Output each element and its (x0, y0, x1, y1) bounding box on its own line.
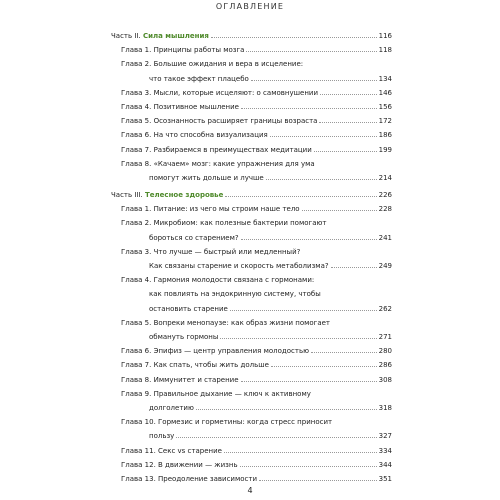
dot-leader (311, 352, 377, 353)
chapter-title-line: Глава 1. Принципы работы мозга (121, 46, 245, 55)
part-heading (111, 188, 392, 200)
chapter-entry-label (149, 432, 174, 441)
chapter-entry (149, 330, 392, 342)
chapter-entry (121, 157, 392, 169)
part-label: Часть III. (111, 191, 143, 199)
chapter-entry-label (149, 75, 249, 84)
dot-leader (246, 51, 376, 52)
page-number-ref: 118 (378, 46, 392, 55)
page-number-ref: 249 (378, 262, 392, 270)
chapter-title-line: Глава 7. Как спать, чтобы жить дольше (121, 361, 269, 370)
chapter-entry (149, 302, 392, 314)
chapter-entry (149, 401, 392, 413)
chapter-entry (121, 43, 392, 55)
dot-leader (211, 37, 377, 38)
part-label: Часть II. (111, 32, 141, 40)
chapter-entry-label (149, 174, 264, 183)
chapter-title-line: обмануть гормоны (149, 333, 219, 341)
chapter-entry (121, 458, 392, 470)
chapter-entry (121, 86, 392, 98)
dot-leader (271, 366, 377, 367)
chapter-entry (121, 387, 392, 399)
dot-leader (302, 210, 377, 211)
chapter-title-line: долголетию (149, 404, 194, 412)
chapter-entry-label (149, 290, 321, 299)
chapter-entry (149, 287, 392, 299)
page-number-ref: 134 (378, 74, 392, 83)
dot-leader (176, 437, 376, 438)
chapter-title-line: Глава 8. Иммунитет и старение (121, 375, 239, 384)
chapter-entry-label (121, 276, 314, 285)
page-number-ref: 172 (378, 117, 392, 126)
page-number-ref: 146 (378, 88, 392, 97)
chapter-entry-label (121, 46, 244, 55)
page-number-ref: 116 (378, 32, 392, 40)
dot-leader (230, 310, 377, 311)
chapter-entry (121, 143, 392, 155)
chapter-entry-label (121, 131, 268, 140)
chapter-entry-label (121, 475, 257, 484)
chapter-entry-label (121, 89, 318, 98)
dot-leader (251, 80, 377, 81)
page-number-ref: 241 (378, 233, 392, 242)
chapter-title-line: Глава 1. Питание: из чего мы строим наше тело (121, 205, 300, 214)
chapter-entry-label (121, 361, 269, 370)
page-number-ref: 226 (378, 191, 392, 199)
chapter-entry-label (149, 305, 228, 314)
chapter-entry (121, 273, 392, 285)
chapter-entry (149, 259, 392, 271)
chapter-entry (121, 358, 392, 370)
chapter-entry (121, 100, 392, 112)
chapter-title-line: Глава 5. Вопреки менопаузе: как образ жизни помогает (121, 318, 331, 327)
dot-leader (259, 480, 377, 481)
chapter-entry (149, 231, 392, 243)
chapter-title-line: Глава 2. Большие ожидания и вера в исцеление: (121, 60, 304, 69)
chapter-entry-label (149, 262, 329, 271)
page-number-ref: 334 (378, 446, 392, 455)
chapter-entry-label (121, 219, 326, 228)
chapter-title-line: Глава 9. Правильное дыхание — ключ к активному (121, 389, 311, 398)
chapter-title-line: Глава 5. Осознанность расширяет границы возраста (121, 117, 318, 126)
chapter-title-line: как повлиять на эндокринную систему, чтобы (149, 290, 321, 299)
chapter-entry-label (121, 60, 303, 69)
chapter-title-line: Глава 7. Разбираемся в преимуществах медитации (121, 145, 312, 154)
chapter-entry-label (121, 117, 317, 126)
chapter-entry-label (121, 205, 300, 214)
chapter-entry-label (121, 461, 238, 470)
chapter-entry (149, 429, 392, 441)
chapter-title-line: Глава 6. На что способна визуализация (121, 131, 268, 140)
page-number-ref: 271 (378, 333, 392, 341)
chapter-entry-label (121, 146, 312, 155)
chapter-entry (121, 316, 392, 328)
chapter-title-line: бороться со старением? (149, 233, 239, 242)
part-heading-label (111, 32, 209, 41)
part-title: Телесное здоровье (145, 191, 224, 199)
chapter-title-line: Глава 3. Что лучше — быстрый или медленный? (121, 247, 301, 256)
dot-leader (241, 381, 377, 382)
chapter-entry (121, 344, 392, 356)
dot-leader (224, 452, 377, 453)
chapter-entry-label (121, 347, 309, 356)
chapter-entry (121, 202, 392, 214)
chapter-title-line: Глава 13. Преодоление зависимости (121, 475, 258, 483)
chapter-entry (149, 72, 392, 84)
chapter-entry (121, 373, 392, 385)
dot-leader (320, 94, 377, 95)
page-header: ОГЛАВЛЕНИЕ (215, 2, 285, 11)
chapter-title-line: Глава 4. Позитивное мышление (121, 103, 239, 111)
part-title: Сила мышления (142, 32, 209, 40)
chapter-entry (121, 245, 392, 257)
dot-leader (196, 409, 377, 410)
page-number-ref: 308 (378, 375, 392, 384)
chapter-entry-label (121, 160, 315, 169)
page-number-ref: 262 (378, 304, 392, 313)
page-number-ref: 280 (378, 347, 392, 356)
dot-leader (319, 122, 376, 123)
chapter-title-line: помогут жить дольше и лучше (149, 174, 264, 182)
chapter-entry-label (121, 376, 239, 385)
chapter-title-line: остановить старение (149, 304, 228, 313)
chapter-title-line: Глава 6. Эпифиз — центр управления молодостью (121, 347, 309, 356)
chapter-title-line: Глава 3. Мысли, которые исцеляют: о самовнушении (121, 88, 318, 97)
part-heading-label (111, 191, 223, 200)
chapter-title-line: Глава 4. Гармония молодости связана с гормонами: (121, 276, 315, 285)
page-number-ref: 156 (378, 103, 392, 111)
chapter-entry-label (149, 404, 194, 413)
chapter-entry-label (121, 103, 239, 112)
page-number-ref: 199 (378, 145, 392, 154)
chapter-title-line: пользу (149, 432, 175, 441)
chapter-entry (121, 57, 392, 69)
part-heading (111, 29, 392, 41)
chapter-entry (121, 415, 392, 427)
page-number-ref: 327 (378, 432, 392, 441)
chapter-title-line: Как связаны старение и скорость метаболизма? (149, 262, 329, 270)
chapter-title-line: Глава 11. Секс vs старение (121, 446, 222, 455)
dot-leader (266, 179, 377, 180)
chapter-entry (121, 444, 392, 456)
page-number-ref: 186 (378, 131, 392, 140)
chapter-entry-label (149, 333, 218, 342)
dot-leader (314, 151, 377, 152)
chapter-entry-label (121, 319, 330, 328)
chapter-entry-label (121, 390, 311, 399)
page-number-ref: 351 (378, 475, 392, 483)
page-number-ref: 318 (378, 404, 392, 412)
page-number-ref: 344 (378, 460, 392, 469)
chapter-entry-label (149, 234, 239, 243)
chapter-entry (121, 472, 392, 484)
page-number-ref: 214 (378, 174, 392, 182)
dot-leader (270, 136, 377, 137)
chapter-entry (121, 128, 392, 140)
chapter-title-line: Глава 2. Микробиом: как полезные бактерии помогают (121, 219, 327, 228)
chapter-entry-label (121, 418, 332, 427)
chapter-title-line: Глава 12. В движении — жизнь (121, 460, 238, 469)
page-number-ref: 286 (378, 361, 392, 370)
dot-leader (220, 338, 376, 339)
chapter-title-line: Глава 8. «Качаем» мозг: какие упражнения для ума (121, 159, 315, 168)
chapter-entry-label (121, 447, 222, 456)
page-number-ref: 228 (378, 205, 392, 214)
chapter-title-line: Глава 10. Гормезис и горметины: когда стресс приносит (121, 418, 333, 427)
dot-leader (241, 108, 377, 109)
chapter-entry (121, 216, 392, 228)
page-number: 4 (247, 486, 253, 495)
dot-leader (331, 267, 377, 268)
dot-leader (225, 196, 376, 197)
dot-leader (241, 239, 377, 240)
chapter-entry (149, 171, 392, 183)
dot-leader (240, 466, 377, 467)
chapter-entry (121, 114, 392, 126)
chapter-title-line: что такое эффект плацебо (149, 74, 249, 83)
chapter-entry-label (121, 248, 300, 257)
